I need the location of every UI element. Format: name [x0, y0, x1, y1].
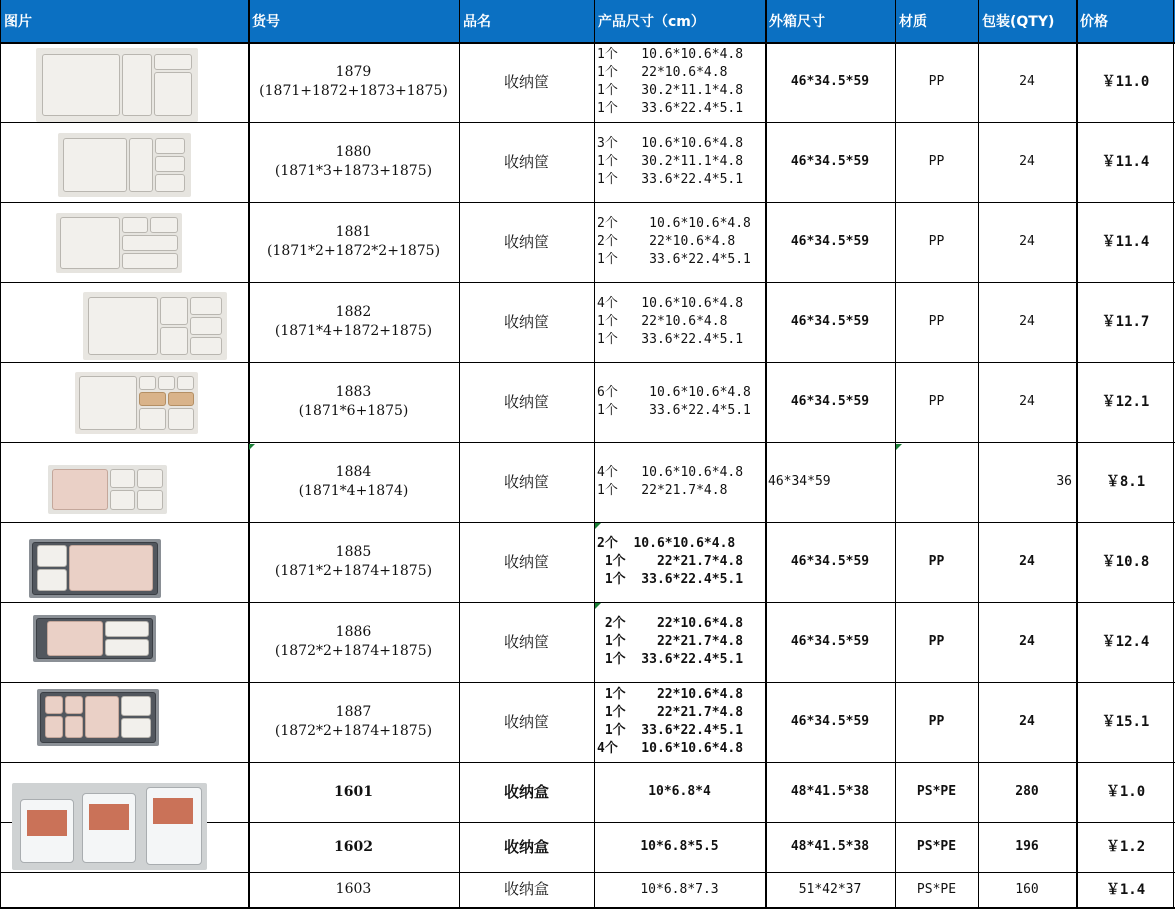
cell-name: 收纳盒 — [503, 837, 549, 856]
header-packing[interactable]: 包装(QTY) — [982, 14, 1055, 30]
header-product-size[interactable]: 产品尺寸（cm） — [598, 14, 705, 30]
header-item-no[interactable]: 货号 — [252, 14, 280, 30]
header-price[interactable]: 价格 — [1080, 14, 1108, 30]
item-code: 1885 — [335, 544, 372, 560]
cell-material: PP — [928, 154, 945, 169]
cell-name: 收纳盒 — [503, 880, 549, 898]
size-line: 1个 33.6*22.4*5.1 — [597, 723, 744, 738]
cell-product-size — [594, 282, 765, 362]
cell-item-no — [248, 42, 459, 122]
product-photo-1882[interactable] — [83, 292, 227, 360]
header-image[interactable]: 图片 — [4, 14, 32, 30]
size-line: 3个 10.6*10.6*4.8 — [597, 136, 744, 151]
size-line: 2个 10.6*10.6*4.8 — [597, 216, 751, 231]
cell-item-no — [248, 202, 459, 282]
cell-carton-size: 46*34.5*59 — [790, 154, 870, 169]
cell-material: PP — [928, 714, 945, 729]
cell-carton-size: 48*41.5*38 — [790, 839, 870, 854]
size-line: 4个 10.6*10.6*4.8 — [597, 465, 744, 480]
size-line: 1个 33.6*22.4*5.1 — [597, 252, 751, 267]
size-line: 1个 30.2*11.1*4.8 — [597, 154, 744, 169]
size-line: 1个 33.6*22.4*5.1 — [597, 332, 744, 347]
size-line: 1个 30.2*11.1*4.8 — [597, 83, 744, 98]
cell-carton-size: 46*34.5*59 — [790, 234, 870, 249]
cell-carton-size: 46*34.5*59 — [790, 74, 870, 89]
item-combo: (1872*2+1874+1875) — [274, 643, 433, 659]
cell-packing: 24 — [1019, 314, 1035, 329]
size-line: 10*6.8*7.3 — [640, 881, 719, 897]
item-combo: (1871*2+1874+1875) — [274, 563, 433, 579]
cell-price: ￥8.1 — [1105, 474, 1146, 490]
item-combo: (1872*2+1874+1875) — [274, 723, 433, 739]
cell-item-no — [248, 122, 459, 202]
item-combo: (1871*4+1874) — [298, 483, 409, 499]
product-photo-1887[interactable] — [37, 689, 159, 746]
cell-carton-size: 46*34.5*59 — [790, 714, 870, 729]
size-line: 1个 22*21.7*4.8 — [597, 634, 744, 649]
item-code: 1887 — [335, 704, 372, 720]
item-combo: (1871+1872+1873+1875) — [259, 83, 448, 99]
cell-price: ￥1.4 — [1105, 881, 1146, 898]
size-line: 1个 33.6*22.4*5.1 — [597, 172, 744, 187]
cell-material: PS*PE — [916, 839, 957, 854]
item-code: 1884 — [335, 464, 372, 480]
cell-price: ￥11.4 — [1101, 234, 1150, 250]
cell-material: PP — [928, 234, 945, 249]
cell-carton-size: 46*34.5*59 — [790, 554, 870, 569]
cell-price: ￥10.8 — [1101, 554, 1150, 570]
cell-packing: 24 — [1019, 234, 1035, 249]
header-material[interactable]: 材质 — [899, 14, 927, 30]
product-photo-1879[interactable] — [36, 48, 198, 122]
cell-material: PS*PE — [916, 881, 957, 897]
item-code: 1603 — [335, 881, 372, 897]
product-photo-1881[interactable] — [56, 213, 182, 273]
cell-material — [895, 442, 978, 522]
cell-material: PP — [928, 554, 945, 569]
size-line: 4个 10.6*10.6*4.8 — [597, 296, 744, 311]
cell-price: ￥12.1 — [1101, 394, 1150, 410]
size-line: 10*6.8*5.5 — [640, 839, 719, 854]
cell-packing: 24 — [1019, 394, 1035, 409]
cell-product-size — [594, 122, 765, 202]
product-photo-1886[interactable] — [33, 615, 156, 662]
cell-carton-size: 46*34.5*59 — [790, 394, 870, 409]
cell-price: ￥15.1 — [1101, 714, 1150, 730]
cell-packing: 24 — [1019, 634, 1035, 649]
cell-name: 收纳筐 — [503, 472, 549, 491]
cell-name: 收纳筐 — [503, 552, 549, 571]
cell-material: PS*PE — [916, 784, 957, 799]
cell-item-no — [248, 362, 459, 442]
cell-product-size — [594, 872, 765, 907]
cell-carton-size: 51*42*37 — [798, 881, 862, 897]
cell-carton-size: 46*34.5*59 — [790, 314, 870, 329]
cell-carton-size: 46*34*59 — [768, 474, 831, 489]
item-combo: (1871*4+1872+1875) — [274, 323, 433, 339]
item-code: 1886 — [335, 624, 372, 640]
cell-carton-size: 46*34.5*59 — [790, 634, 870, 649]
cell-packing: 280 — [1015, 784, 1039, 799]
cell-product-size — [594, 362, 765, 442]
size-line: 6个 10.6*10.6*4.8 — [597, 385, 751, 400]
size-line: 2个 22*10.6*4.8 — [597, 616, 744, 631]
size-line: 1个 33.6*22.4*5.1 — [597, 101, 744, 116]
cell-item-no — [248, 872, 459, 907]
cell-name: 收纳筐 — [503, 232, 549, 251]
size-line: 1个 33.6*22.4*5.1 — [597, 652, 744, 667]
item-code: 1882 — [335, 304, 372, 320]
cell-item-no — [248, 682, 459, 762]
cell-name: 收纳筐 — [503, 712, 549, 731]
size-line: 1个 10.6*10.6*4.8 — [597, 47, 744, 62]
cell-packing: 24 — [1019, 154, 1035, 169]
item-code: 1601 — [334, 783, 373, 800]
size-line: 1个 22*10.6*4.8 — [597, 687, 744, 702]
cell-product-size — [594, 682, 765, 762]
cell-name: 收纳筐 — [503, 72, 549, 91]
product-photo-1885[interactable] — [29, 539, 161, 598]
size-line: 1个 33.6*22.4*5.1 — [597, 403, 751, 418]
cell-item-no — [248, 822, 459, 872]
cell-product-size — [594, 442, 765, 522]
cell-price: ￥1.0 — [1105, 784, 1146, 800]
cell-material: PP — [928, 74, 945, 89]
product-photo-1880[interactable] — [58, 133, 191, 197]
header-carton-size[interactable]: 外箱尺寸 — [769, 14, 825, 30]
header-name[interactable]: 品名 — [463, 14, 491, 30]
cell-item-no — [248, 602, 459, 682]
cell-name: 收纳筐 — [503, 152, 549, 171]
cell-packing: 24 — [1019, 554, 1035, 569]
size-line: 1个 22*21.7*4.8 — [597, 483, 728, 498]
cell-item-no — [248, 762, 459, 822]
cell-item-no — [248, 522, 459, 602]
size-line: 10*6.8*4 — [648, 784, 711, 799]
item-code: 1602 — [334, 838, 373, 855]
cell-price: ￥11.4 — [1101, 154, 1150, 170]
cell-product-size — [594, 762, 765, 822]
item-code: 1880 — [335, 144, 372, 160]
cell-material: PP — [928, 314, 945, 329]
item-code: 1881 — [335, 224, 372, 240]
size-line: 1个 22*10.6*4.8 — [597, 314, 728, 329]
cell-packing: 24 — [1019, 714, 1035, 729]
item-combo: (1871*3+1873+1875) — [274, 163, 433, 179]
cell-price: ￥1.2 — [1105, 839, 1146, 855]
size-line: 4个 10.6*10.6*4.8 — [597, 741, 744, 756]
product-photo-1884[interactable] — [48, 465, 167, 514]
cell-item-no — [248, 282, 459, 362]
cell-price: ￥12.4 — [1101, 634, 1150, 650]
cell-packing: 160 — [1015, 881, 1039, 897]
cell-price: ￥11.7 — [1101, 314, 1150, 330]
cell-item-no — [248, 442, 459, 522]
cell-carton-size: 48*41.5*38 — [790, 784, 870, 799]
item-combo: (1871*2+1872*2+1875) — [266, 243, 441, 259]
item-code: 1883 — [335, 384, 372, 400]
cell-name: 收纳盒 — [503, 782, 549, 801]
size-line: 2个 10.6*10.6*4.8 — [597, 536, 736, 551]
cell-packing: 196 — [1015, 839, 1039, 854]
item-code: 1879 — [335, 64, 372, 80]
cell-material: PP — [928, 634, 945, 649]
size-line: 1个 22*21.7*4.8 — [597, 705, 744, 720]
cell-product-size — [594, 202, 765, 282]
product-photo-1601-1602[interactable] — [12, 783, 207, 870]
cell-product-size — [594, 522, 765, 602]
column-divider — [0, 0, 1, 909]
product-photo-1883[interactable] — [75, 372, 198, 434]
cell-material: PP — [928, 394, 945, 409]
size-line: 1个 33.6*22.4*5.1 — [597, 572, 744, 587]
cell-product-size — [594, 602, 765, 682]
cell-product-size — [594, 42, 765, 122]
cell-packing: 36 — [1056, 474, 1072, 489]
cell-price: ￥11.0 — [1101, 74, 1150, 90]
cell-packing: 24 — [1019, 74, 1035, 89]
item-combo: (1871*6+1875) — [298, 403, 409, 419]
cell-name: 收纳筐 — [503, 392, 549, 411]
cell-name: 收纳筐 — [503, 632, 549, 651]
size-line: 1个 22*21.7*4.8 — [597, 554, 744, 569]
size-line: 1个 22*10.6*4.8 — [597, 65, 728, 80]
size-line: 2个 22*10.6*4.8 — [597, 234, 736, 249]
cell-product-size — [594, 822, 765, 872]
cell-name: 收纳筐 — [503, 312, 549, 331]
